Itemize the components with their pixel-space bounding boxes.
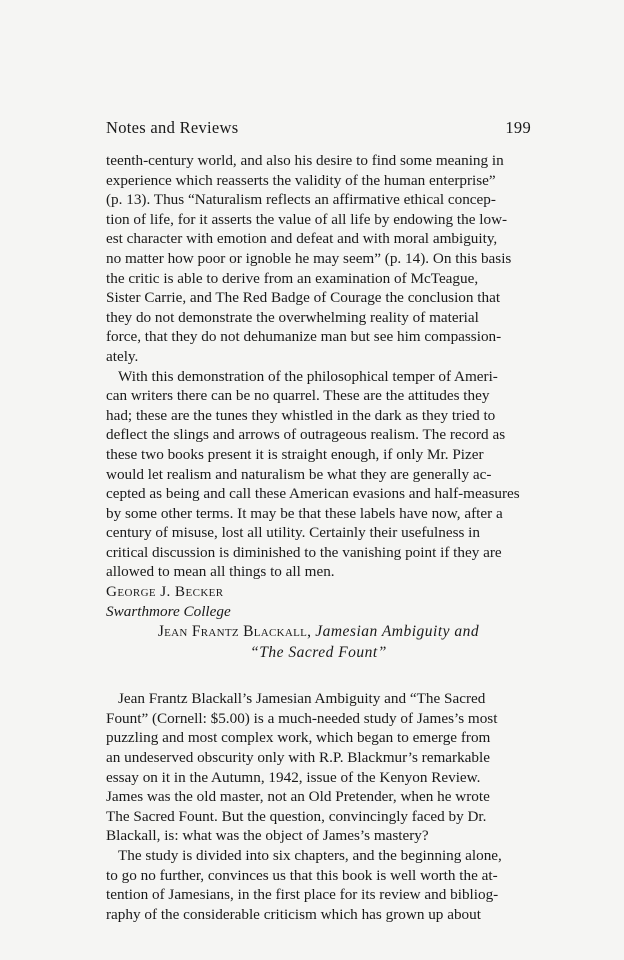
review-heading-title-cont: “The Sacred Fount” xyxy=(250,644,387,662)
text-line: Fount” (Cornell: $5.00) is a much-needed study of James’s most xyxy=(106,709,498,727)
text-line: the critic is able to derive from an examination of McTeague, xyxy=(106,269,479,287)
review-heading-title: Jamesian Ambiguity and xyxy=(315,623,480,641)
text-line: these two books present it is straight enough, if only Mr. Pizer xyxy=(106,445,484,463)
paragraph xyxy=(106,151,531,367)
text-line: they do not demonstrate the overwhelming reality of material xyxy=(106,308,479,326)
text-line: tion of life, for it asserts the value of all life by endowing the low- xyxy=(106,210,508,228)
text-line: Blackall, is: what was the object of James’s mastery? xyxy=(106,827,429,845)
text-line: The Sacred Fount. But the question, convincingly faced by Dr. xyxy=(106,807,487,825)
text-line: Sister Carrie, and The Red Badge of Courage the conclusion that xyxy=(106,289,501,307)
review-continuation xyxy=(106,151,531,621)
reviewer-affiliation: Swarthmore College xyxy=(106,602,231,620)
text-line: Jean Frantz Blackall’s Jamesian Ambiguity and “The Sacred xyxy=(118,690,486,708)
text-body xyxy=(106,151,531,924)
text-line: experience which reasserts the validity of the human enterprise” xyxy=(106,171,496,189)
reviewer-signature: George J. Becker xyxy=(106,583,224,601)
review-heading-author: Jean Frantz Blackall, xyxy=(157,623,312,641)
text-line: ately. xyxy=(106,347,139,365)
text-line: essay on it in the Autumn, 1942, issue of the Kenyon Review. xyxy=(106,768,481,786)
text-line: With this demonstration of the philosophical temper of Ameri- xyxy=(118,367,498,385)
text-line: had; these are the tunes they whistled in the dark as they tried to xyxy=(106,406,496,424)
text-line: tention of Jamesians, in the first place for its review and bibliog- xyxy=(106,886,499,904)
text-line: deflect the slings and arrows of outrageous realism. The record as xyxy=(106,426,506,444)
running-title: Notes and Reviews xyxy=(106,118,239,137)
text-line: (p. 13). Thus “Naturalism reflects an affirmative ethical concep- xyxy=(106,191,496,209)
review-body xyxy=(106,689,531,924)
text-line: James was the old master, not an Old Pretender, when he wrote xyxy=(106,788,490,806)
text-line: by some other terms. It may be that these labels have now, after a xyxy=(106,504,503,522)
text-line: would let realism and naturalism be what they are generally ac- xyxy=(106,465,492,483)
running-header xyxy=(106,118,531,142)
paragraph xyxy=(106,689,531,846)
text-line: est character with emotion and defeat and with moral ambiguity, xyxy=(106,230,498,248)
review-heading xyxy=(106,621,531,663)
text-line: critical discussion is diminished to the vanishing point if they are xyxy=(106,543,502,561)
text-line: teenth-century world, and also his desire to find some meaning in xyxy=(106,152,504,169)
page-number: 199 xyxy=(505,118,531,137)
text-line: an undeserved obscurity only with R.P. Blackmur’s remarkable xyxy=(106,749,490,767)
text-line: no matter how poor or ignoble he may seem” (p. 14). On this basis xyxy=(106,249,512,267)
text-line: allowed to mean all things to all men. xyxy=(106,563,335,581)
text-line: century of misuse, lost all utility. Certainly their usefulness in xyxy=(106,524,480,542)
text-line: The study is divided into six chapters, and the beginning alone, xyxy=(118,847,502,864)
text-line: force, that they do not dehumanize man but see him compassion- xyxy=(106,328,502,346)
text-line: raphy of the considerable criticism which has grown up about xyxy=(106,905,481,923)
text-line: puzzling and most complex work, which began to emerge from xyxy=(106,729,491,747)
text-line: to go no further, convinces us that this book is well worth the at- xyxy=(106,866,498,884)
text-line: cepted as being and call these American evasions and half-measures xyxy=(106,485,520,503)
paragraph xyxy=(106,846,531,924)
paragraph xyxy=(106,367,531,583)
text-line: can writers there can be no quarrel. These are the attitudes they xyxy=(106,387,490,405)
